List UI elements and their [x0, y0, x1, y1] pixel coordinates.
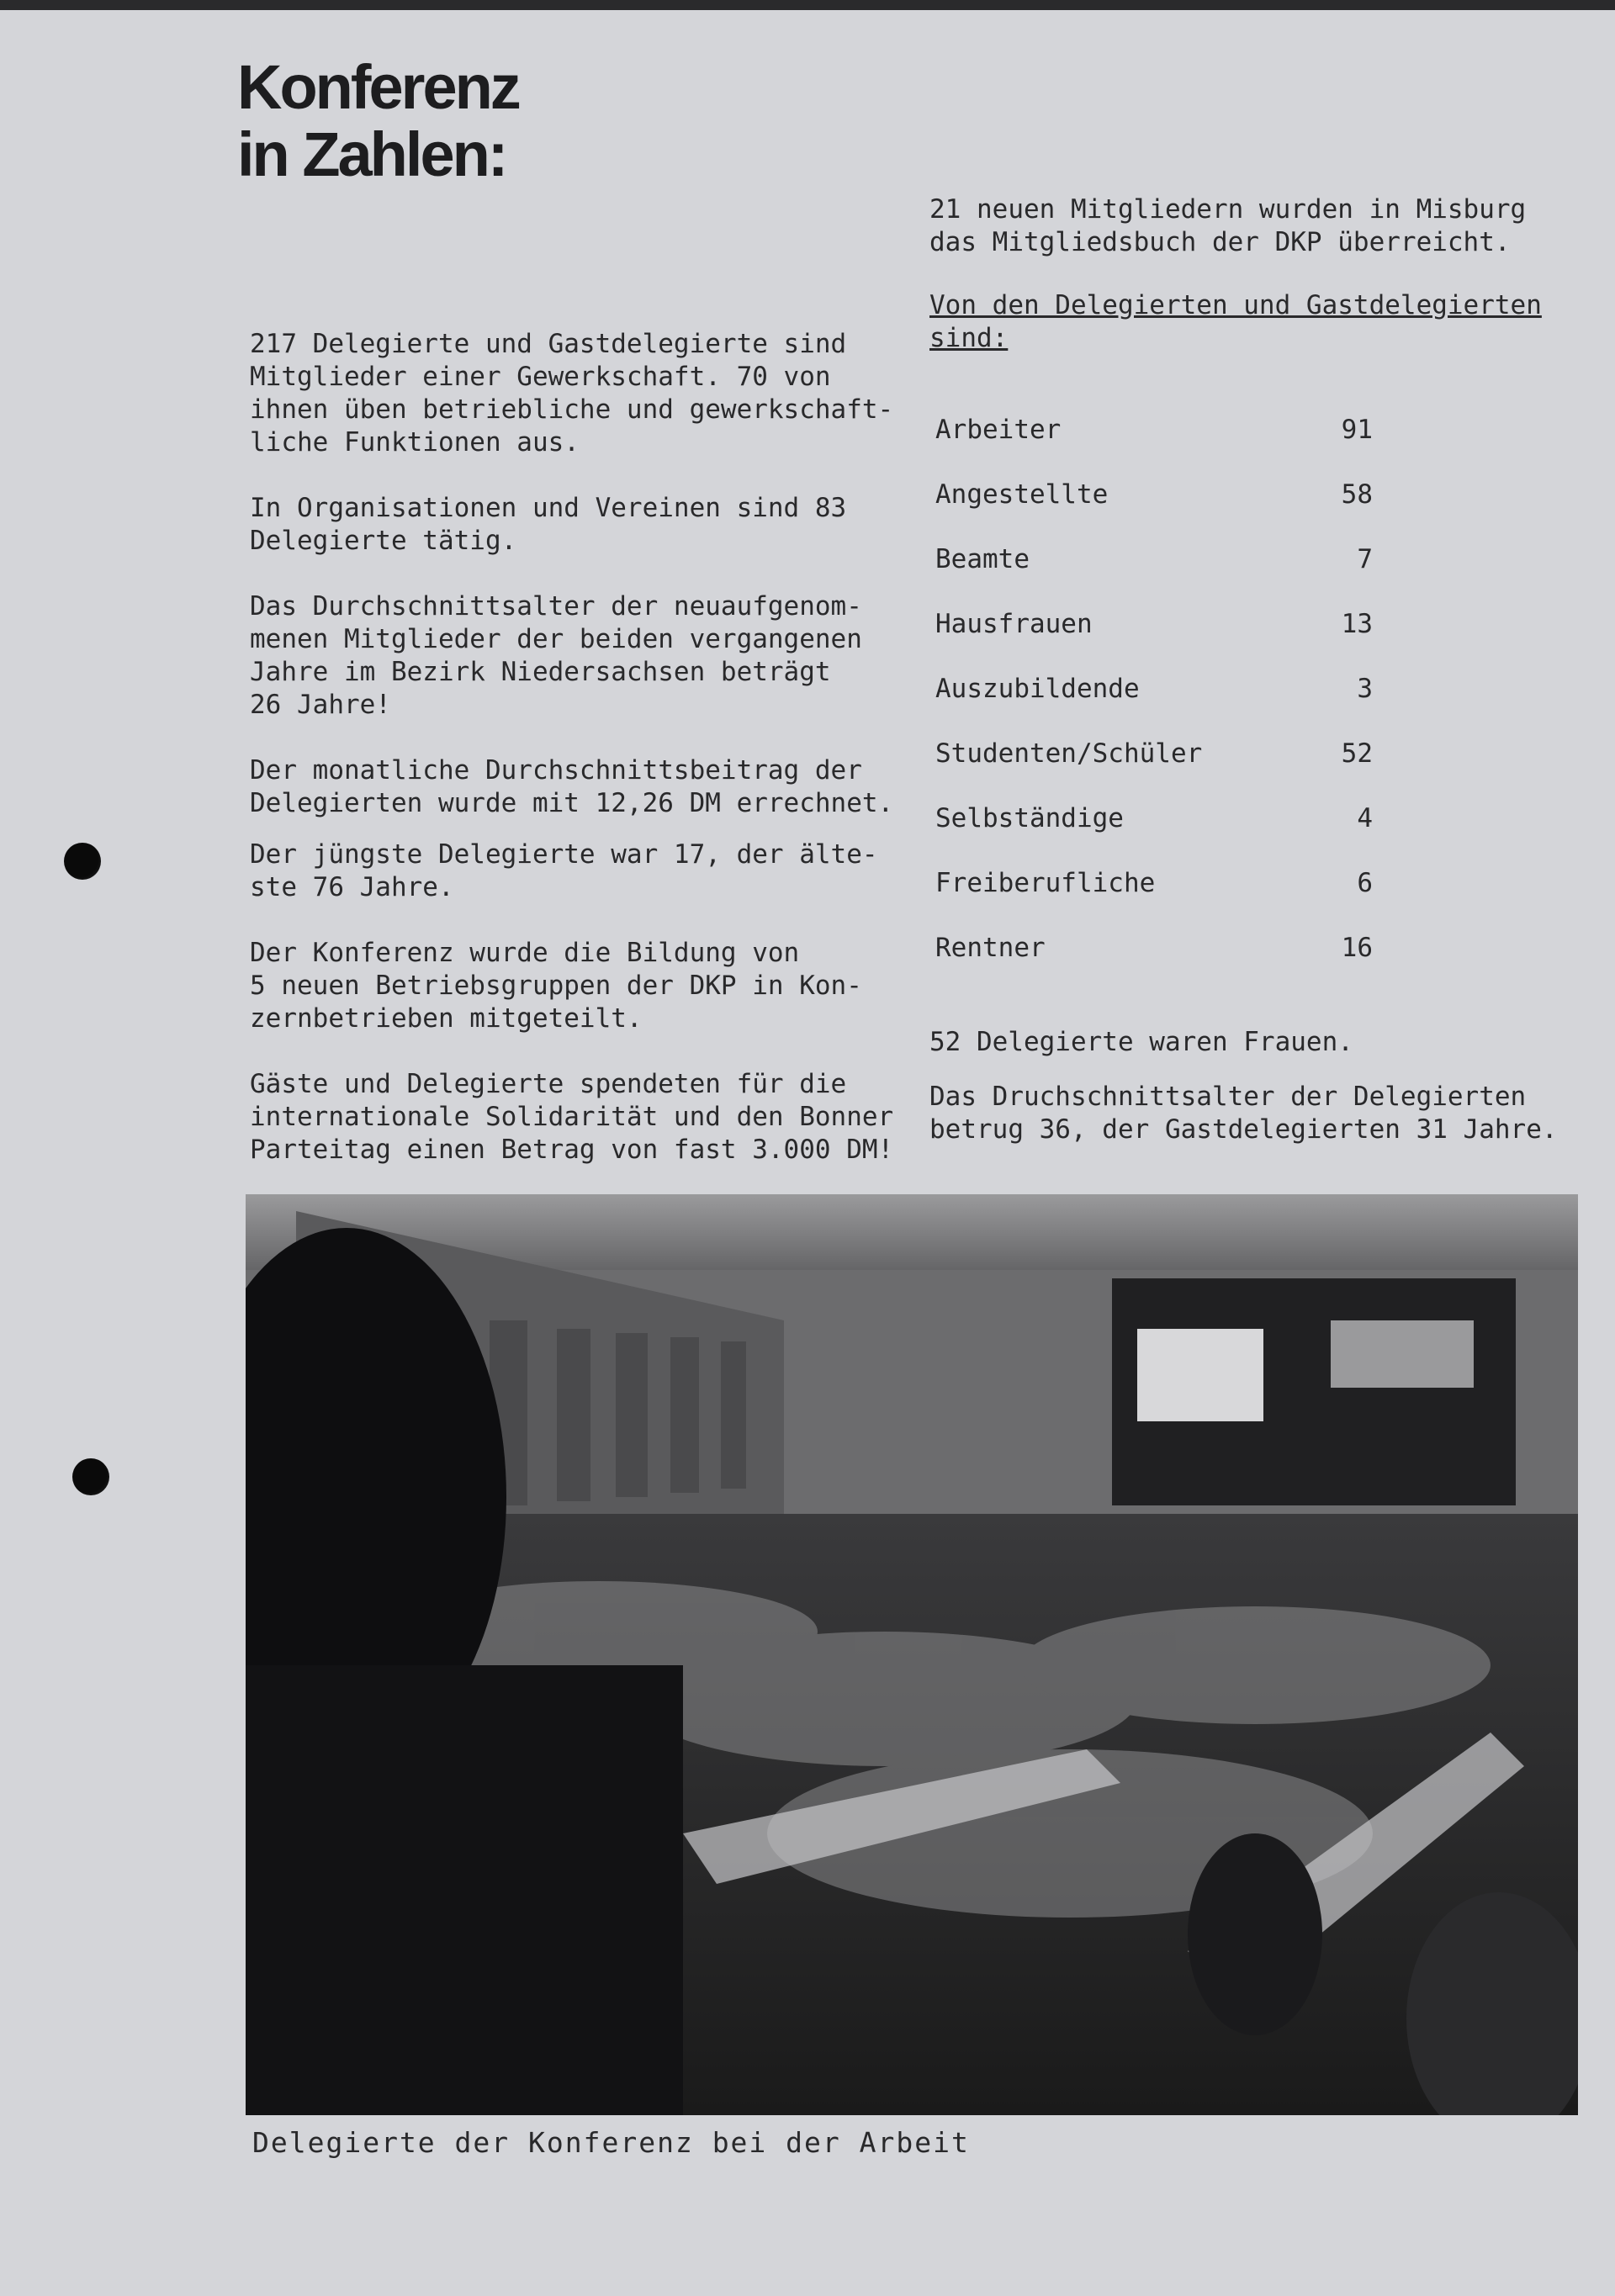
stats-value: 16 — [1341, 933, 1373, 963]
conference-hall-image — [246, 1194, 1578, 2115]
stats-heading: Von den Delegierten und Gastdelegierten sind: — [929, 290, 1542, 353]
title-line-2: in Zahlen: — [237, 119, 506, 189]
stats-row — [935, 479, 1373, 543]
paragraph-youngest-oldest: Der jüngste Delegierte war 17, der älte- ste 76 Jahre. — [250, 839, 878, 902]
stats-value: 6 — [1357, 868, 1373, 898]
stats-label: Studenten/Schüler — [935, 738, 1203, 769]
stats-label: Beamte — [935, 544, 1030, 574]
stats-value: 3 — [1357, 674, 1373, 704]
punch-hole-bottom — [72, 1458, 109, 1495]
paragraph-average-contribution: Der monatliche Durchschnittsbeitrag der Delegierten wurde mit 12,26 DM errechnet. — [250, 755, 894, 818]
stats-label: Selbständige — [935, 803, 1124, 833]
paragraph-new-groups: Der Konferenz wurde die Bildung von 5 neuen Betriebsgruppen der DKP in Kon- zernbetrieben mitgeteilt. — [250, 938, 862, 1034]
right-column — [929, 193, 1602, 355]
stats-row — [935, 738, 1373, 802]
stats-row — [935, 673, 1373, 738]
stats-row — [935, 867, 1373, 932]
paragraph-organisations: In Organisationen und Vereinen sind 83 Delegierte tätig. — [250, 493, 847, 556]
paragraph-average-age: Das Durchschnittsalter der neuaufgenom- menen Mitglieder der beiden vergangenen Jahre im Bezirk Niedersachsen beträgt 26 Jahre! — [250, 591, 862, 720]
stats-row — [935, 932, 1373, 997]
paragraph-donations: Gäste und Delegierte spendeten für die internationale Solidarität und den Bonner Parteitag einen Betrag von fast 3.000 DM! — [250, 1069, 894, 1165]
stats-row — [935, 802, 1373, 867]
left-column — [250, 328, 940, 1167]
stats-value: 4 — [1357, 803, 1373, 833]
title-line-1: Konferenz — [237, 52, 519, 122]
stats-value: 91 — [1341, 415, 1373, 445]
stats-value: 58 — [1341, 479, 1373, 510]
stats-row — [935, 608, 1373, 673]
stats-row — [935, 414, 1373, 479]
stats-value: 52 — [1341, 738, 1373, 769]
stats-value: 7 — [1357, 544, 1373, 574]
paragraph-new-members: 21 neuen Mitgliedern wurden in Misburg das Mitgliedsbuch der DKP überreicht. — [929, 194, 1527, 257]
stats-label: Hausfrauen — [935, 609, 1093, 639]
stats-row — [935, 543, 1373, 608]
page-title — [237, 54, 519, 188]
stats-label: Angestellte — [935, 479, 1109, 510]
right-column-notes — [929, 1026, 1602, 1146]
stats-table — [935, 414, 1373, 997]
conference-photo — [246, 1194, 1578, 2115]
stats-value: 13 — [1341, 609, 1373, 639]
stats-label: Auszubildende — [935, 674, 1140, 704]
stats-label: Rentner — [935, 933, 1046, 963]
document-page — [0, 10, 1615, 2296]
stats-label: Arbeiter — [935, 415, 1062, 445]
paragraph-age-average: Das Druchschnittsalter der Delegierten betrug 36, der Gastdelegierten 31 Jahre. — [929, 1082, 1558, 1145]
photo-caption: Delegierte der Konferenz bei der Arbeit — [252, 2126, 970, 2159]
paragraph-women: 52 Delegierte waren Frauen. — [929, 1027, 1353, 1057]
punch-hole-top — [64, 843, 101, 880]
paragraph-union-members: 217 Delegierte und Gastdelegierte sind Mitglieder einer Gewerkschaft. 70 von ihnen üben betriebliche und gewerkschaft- liche Funktionen aus. — [250, 329, 894, 458]
stats-label: Freiberufliche — [935, 868, 1156, 898]
